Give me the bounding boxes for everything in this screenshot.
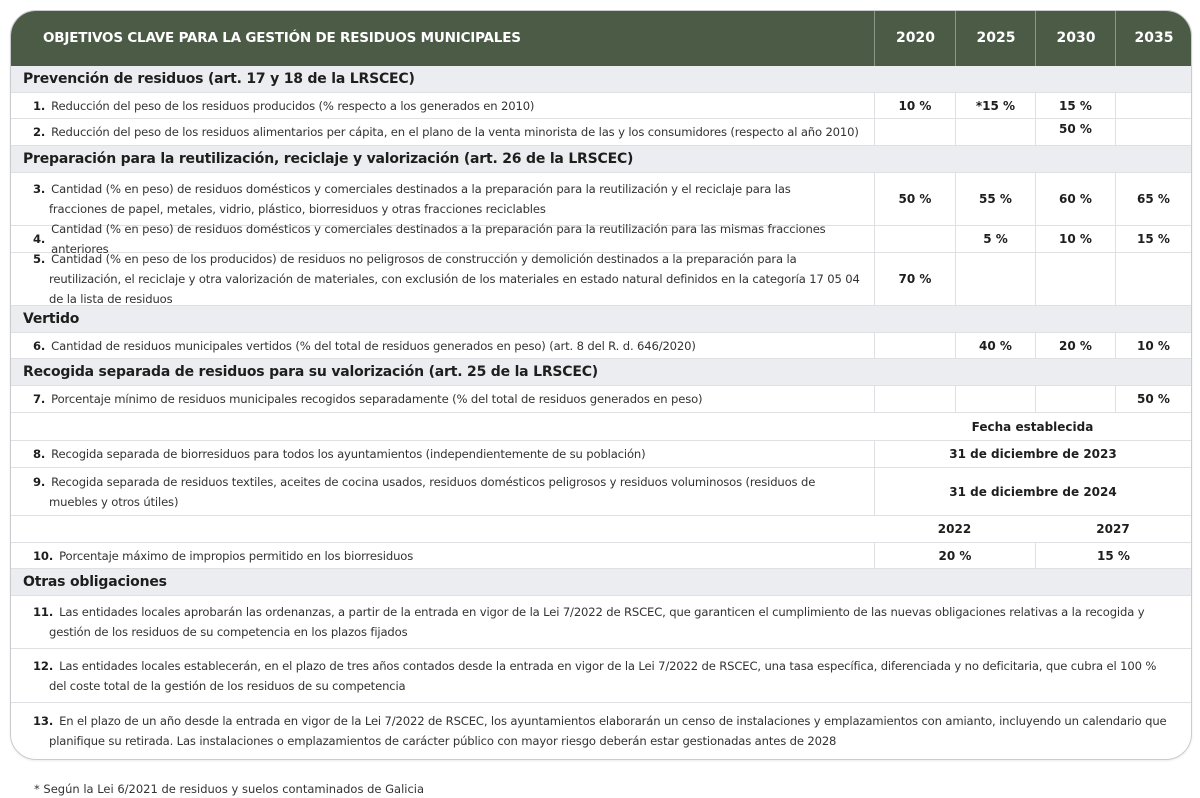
row-number: 13. [33, 714, 54, 728]
row-number: 4. [33, 232, 46, 246]
table-row [11, 441, 1191, 468]
row-label [33, 253, 863, 305]
value-2030: 60 % [1035, 173, 1115, 225]
table-title: OBJETIVOS CLAVE PARA LA GESTIÓN DE RESIDUOS MUNICIPALES [43, 30, 521, 46]
row-text: Porcentaje mínimo de residuos municipales recogidos separadamente (% del total de residuos generados en peso) [51, 392, 703, 406]
row-text: Porcentaje máximo de impropios permitido en los biorresiduos [59, 548, 414, 563]
value-2025 [955, 253, 1035, 305]
row-number: 6. [33, 338, 46, 353]
value-2035: 65 % [1115, 173, 1191, 225]
value-2030: 10 % [1035, 226, 1115, 252]
row-number: 2. [33, 125, 46, 139]
table-row [11, 253, 1191, 306]
value-2022: 20 % [874, 543, 1035, 568]
section-otras [11, 569, 1191, 596]
table-row [11, 386, 1191, 413]
value-2035: 50 % [1115, 386, 1191, 412]
row-number: 12. [33, 658, 54, 673]
row-number: 7. [33, 392, 46, 406]
row-label [33, 93, 863, 118]
row-text: Cantidad (% en peso) de residuos domésticos y comerciales destinados a la preparación para la reutilización para las mismas fracciones anteriores [51, 222, 826, 256]
row-label [33, 703, 1171, 759]
year-subheader-2022: 2022 [937, 522, 972, 536]
value-2025: 5 % [955, 226, 1035, 252]
section-recogida [11, 359, 1191, 386]
value-2035: 15 % [1115, 226, 1191, 252]
year-subheader-2027: 2027 [1096, 522, 1130, 536]
table-row [11, 649, 1191, 703]
value-2020 [874, 226, 955, 252]
row-label [33, 333, 863, 358]
row-text: Reducción del peso de los residuos alimentarios per cápita, en el plano de la venta minorista de las y los consumidores (respecto al año 2010) [51, 125, 859, 139]
section-preparacion [11, 146, 1191, 173]
year-header-2030: 2030 [1035, 11, 1116, 66]
value-2025 [955, 119, 1035, 145]
value-2030: 15 % [1035, 93, 1115, 118]
table-row [11, 468, 1191, 516]
row-label [33, 543, 863, 568]
table-row [11, 333, 1191, 359]
row-number: 11. [33, 605, 54, 619]
table-row [11, 543, 1191, 569]
row-number: 3. [33, 182, 46, 196]
row-label [33, 386, 863, 412]
value-2027: 15 % [1035, 543, 1191, 568]
deadline-date: 31 de diciembre de 2024 [874, 468, 1191, 515]
value-2030: 20 % [1035, 333, 1115, 358]
row-number: 9. [33, 474, 46, 489]
section-title: Vertido [23, 311, 80, 327]
row-number: 1. [33, 98, 46, 113]
row-text: Recogida separada de biorresiduos para todos los ayuntamientos (independientemente de su población) [51, 447, 646, 461]
year-subheader-row [11, 516, 1191, 543]
row-number: 5. [33, 252, 46, 266]
value-2020: 10 % [874, 93, 955, 118]
value-2025: 40 % [955, 333, 1035, 358]
table-row [11, 93, 1191, 119]
section-title: Prevención de residuos (art. 17 y 18 de la LRSCEC) [23, 71, 415, 87]
date-subheader: Fecha establecida [971, 419, 1094, 434]
value-2035 [1115, 253, 1191, 305]
table-row [11, 703, 1191, 759]
row-label [33, 468, 833, 515]
row-number: 10. [33, 548, 54, 563]
row-label [33, 119, 863, 145]
row-text: Cantidad (% en peso) de residuos domésticos y comerciales destinados a la preparación para la reutilización y el reciclaje para las fracciones de papel, metales, vidrio, plástico, biorresiduos y otras fracciones reciclables [49, 182, 791, 216]
row-text: Cantidad de residuos municipales vertidos (% del total de residuos generados en peso) (art. 8 del R. d. 646/2020) [51, 338, 696, 353]
value-2030 [1035, 386, 1115, 412]
row-number: 8. [33, 447, 46, 461]
section-title: Recogida separada de residuos para su valorización (art. 25 de la LRSCEC) [23, 364, 598, 380]
value-2020: 50 % [874, 173, 955, 225]
footnote: * Según la Lei 6/2021 de residuos y suelos contaminados de Galicia [34, 782, 425, 796]
table-row [11, 596, 1191, 649]
deadline-date: 31 de diciembre de 2023 [874, 441, 1191, 467]
row-label [33, 173, 823, 225]
value-2035: 10 % [1115, 333, 1191, 358]
value-2025: 55 % [955, 173, 1035, 225]
row-text: Cantidad (% en peso de los producidos) de residuos no peligrosos de construcción y demolición destinados a la preparación para la reutilización, el reciclaje y otra valorización de materiales, con exclusión de los materiales en estado natural definidos en la categoría 17 05 04 de la lista de residuos [49, 252, 860, 306]
value-2035 [1115, 119, 1191, 145]
value-2025 [955, 386, 1035, 412]
value-2020: 70 % [874, 253, 955, 305]
value-2030 [1035, 253, 1115, 305]
date-subheader-row [11, 413, 1191, 441]
objectives-table [10, 10, 1192, 760]
value-2035 [1115, 93, 1191, 118]
section-vertido [11, 306, 1191, 333]
year-header-2025: 2025 [955, 11, 1036, 66]
table-header [11, 11, 1191, 66]
row-text: Reducción del peso de los residuos producidos (% respecto a los generados en 2010) [51, 98, 535, 113]
row-text: Las entidades locales aprobarán las ordenanzas, a partir de la entrada en vigor de la Lei 7/2022 de RSCEC, que garanticen el cumplimiento de las nuevas obligaciones relativas a la recogida y gestión de los residuos de su competencia en los plazos fijados [49, 605, 1145, 639]
table-row [11, 119, 1191, 146]
year-header-2035: 2035 [1115, 11, 1192, 66]
section-prevencion [11, 66, 1191, 93]
value-2030: 50 % [1035, 119, 1115, 145]
row-text: Las entidades locales establecerán, en el plazo de tres años contados desde la entrada en vigor de la Lei 7/2022 de RSCEC, una tasa específica, diferenciada y no deficitaria, que cubra el 100 % del coste total de la gestión de los residuos de su competencia [49, 658, 1157, 693]
value-2025: *15 % [955, 93, 1035, 118]
section-title: Preparación para la reutilización, reciclaje y valorización (art. 26 de la LRSCEC) [23, 151, 634, 167]
year-header-2020: 2020 [874, 11, 956, 66]
row-text: En el plazo de un año desde la entrada en vigor de la Lei 7/2022 de RSCEC, los ayuntamientos elaborarán un censo de instalaciones y emplazamientos con amianto, incluyendo un calendario que planifique su retirada. Las instalaciones o emplazamientos de carácter público con mayor riesgo deberán estar gestionadas antes de 2028 [49, 714, 1167, 748]
row-label [33, 649, 1171, 702]
value-2020 [874, 119, 955, 145]
row-text: Recogida separada de residuos textiles, aceites de cocina usados, residuos domésticos peligrosos y residuos voluminosos (residuos de muebles y otros útiles) [49, 474, 816, 509]
row-label [33, 596, 1171, 648]
value-2020 [874, 333, 955, 358]
value-2020 [874, 386, 955, 412]
row-label [33, 441, 863, 467]
section-title: Otras obligaciones [23, 574, 167, 590]
